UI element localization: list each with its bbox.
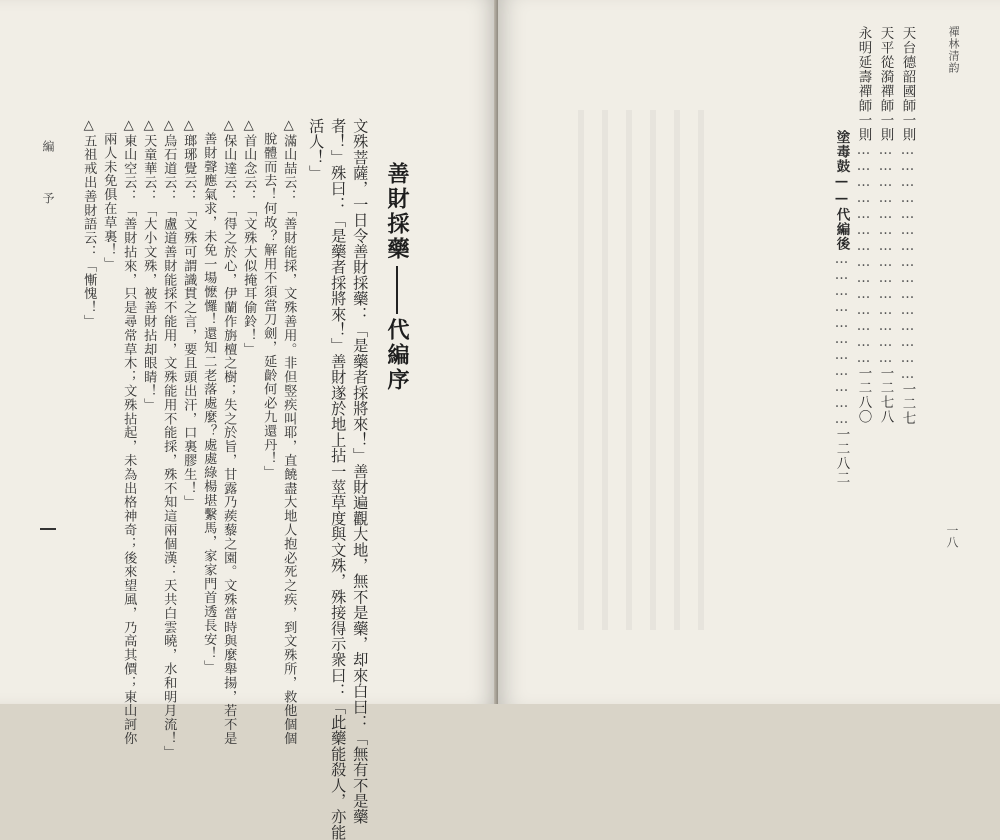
commentary-line: △滿山喆云：「善財能採，文殊善用。非但竪疾叫耶，直饒盡大地人抱必死之疾，到文殊所，救他個個 — [281, 118, 297, 746]
toc-entry[interactable] — [900, 26, 914, 426]
folio-number-mark — [40, 528, 56, 530]
toc-leader: …………………………………… — [877, 142, 894, 366]
commentary-line: △首山念云：「文殊大似掩耳偷鈴！」 — [241, 118, 257, 357]
toc-label: 天平從漪禪師一則 — [877, 26, 894, 142]
bleed-through — [650, 110, 656, 630]
main-text-line: 活人！」 — [307, 118, 326, 181]
title-dash — [396, 266, 398, 314]
toc-page: 一二七八 — [877, 366, 894, 424]
commentary-line: △烏石道云：「盧道善財能採不能用，文殊能用不能採，殊不知這兩個漢：天共白雲曉，水和明月流！」 — [161, 118, 177, 760]
toc-leader: ……………………………………… — [899, 142, 916, 382]
bleed-through — [602, 110, 608, 630]
left-page — [0, 0, 498, 840]
commentary-line: △保山達云：「得之於心，伊蘭作旃檀之樹；失之於旨，甘露乃蒺藜之園。文殊當時與麼舉揚，若不是 — [221, 118, 237, 746]
commentary-line: △瑯琊覺云：「文殊可謂識貫之言，要且頭出汗，口裏膠生！」 — [181, 118, 197, 509]
running-head: 禪林清韵 — [947, 26, 960, 74]
bleed-through — [698, 110, 704, 630]
commentary-line: 脫體而去！何故？解用不須當刀劍，延齡何必九還丹！」 — [261, 118, 277, 480]
main-text-line: 者！」殊曰：「是藥者採將來！」善財遂於地上拈一莖草度與文殊，殊接得示衆曰：「此藥能殺人，亦能 — [329, 118, 348, 840]
right-page — [498, 0, 1000, 704]
commentary-line: △天童華云：「大小文殊，被善財拈却眼睛！」 — [141, 118, 157, 412]
toc-label: 永明延壽禪師一則 — [855, 26, 872, 142]
toc-label: 塗毒鼓——代編後 — [833, 130, 850, 251]
bleed-through — [674, 110, 680, 630]
toc-entry[interactable] — [834, 130, 848, 485]
toc-entry[interactable] — [856, 26, 870, 424]
toc-leader: …………………………… — [833, 251, 850, 427]
toc-page: 一二八〇 — [855, 366, 872, 424]
bleed-through — [626, 110, 632, 630]
toc-page: 一二八二 — [833, 427, 850, 485]
commentary-line: △五祖戒出善財語云：「慚愧！」 — [81, 118, 97, 329]
page-number: 一八 — [945, 524, 959, 548]
toc-page: 一二七 — [899, 382, 916, 426]
toc-entry[interactable] — [878, 26, 892, 424]
title-suffix: 代編序 — [384, 318, 410, 393]
toc-label: 天台德韶國師一則 — [899, 26, 916, 142]
section-title — [386, 162, 408, 393]
title-main: 善財採藥 — [384, 162, 410, 262]
main-text-line: 文殊菩薩，一日令善財採藥：「是藥者採將來！」善財遍觀大地，無不是藥，却來白曰：「無有不是藥 — [351, 118, 370, 825]
commentary-line: 善財聲應氣求，未免一場懡㦬！還知二老落處麼？處處綠楊堪繫馬，家家門首透長安！」 — [201, 118, 217, 674]
commentary-line: 兩人未免俱在草裏！」 — [101, 118, 117, 271]
commentary-line: △東山空云：「善財拈來，只是尋常草木；文殊拈起，未為出格神奇；後來望風，乃高其價；東山訶你 — [121, 118, 137, 746]
toc-leader: …………………………………… — [855, 142, 872, 366]
bleed-through — [578, 110, 584, 630]
folio-label: 編 予 — [41, 140, 55, 218]
